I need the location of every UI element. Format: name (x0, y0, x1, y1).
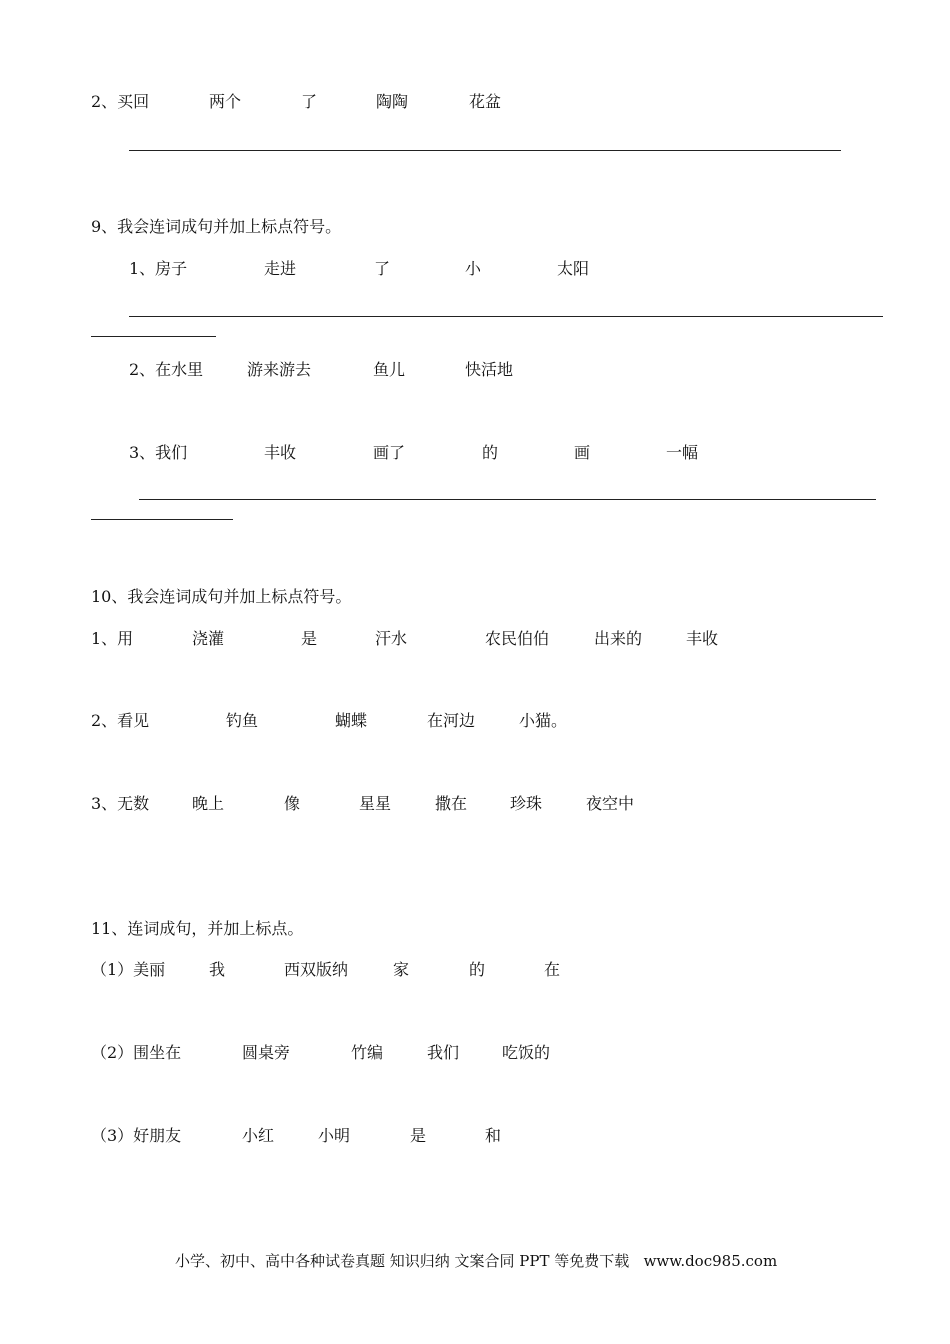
word: 汗水 (375, 629, 408, 648)
word: 了 (374, 259, 391, 278)
answer-line (91, 336, 216, 337)
word: 的 (482, 443, 499, 462)
word: 花盆 (469, 92, 502, 111)
word: 蝴蝶 (335, 711, 368, 730)
q9-item2-num: 2、在水里 (129, 360, 204, 379)
word: 了 (301, 92, 318, 111)
word: 出来的 (594, 629, 643, 648)
q10-item1-num: 1、用 (91, 629, 134, 648)
q11-item3-num: （3）好朋友 (91, 1126, 182, 1145)
q11-item1-num: （1）美丽 (91, 960, 166, 979)
word: 快活地 (465, 360, 514, 379)
word: 在河边 (427, 711, 476, 730)
word: 一幅 (666, 443, 699, 462)
q9-item3-num: 3、我们 (129, 443, 188, 462)
word: 是 (301, 629, 318, 648)
answer-line (91, 519, 233, 520)
footer-url[interactable]: www.doc985.com (643, 1252, 778, 1270)
word: 钓鱼 (226, 711, 259, 730)
word: 丰收 (686, 629, 719, 648)
q11-item2-num: （2）围坐在 (91, 1043, 182, 1062)
word: 我 (209, 960, 226, 979)
word: 画了 (373, 443, 406, 462)
word: 小红 (242, 1126, 275, 1145)
question-title: 10、我会连词成句并加上标点符号。 (91, 587, 352, 606)
word: 夜空中 (586, 794, 635, 813)
answer-line (139, 499, 876, 500)
question-title: 9、我会连词成句并加上标点符号。 (91, 217, 342, 236)
word: 的 (469, 960, 486, 979)
word: 西双版纳 (284, 960, 349, 979)
word: 吃饭的 (502, 1043, 551, 1062)
word: 星星 (359, 794, 392, 813)
word: 撒在 (435, 794, 468, 813)
footer-text: 小学、初中、高中各种试卷真题 知识归纳 文案合同 PPT 等免费下载 (175, 1252, 630, 1270)
word: 我们 (427, 1043, 460, 1062)
word: 浇灌 (192, 629, 225, 648)
word: 丰收 (264, 443, 297, 462)
word: 游来游去 (247, 360, 312, 379)
question-title: 11、连词成句，并加上标点。 (91, 919, 304, 938)
q9-item1-num: 1、房子 (129, 259, 188, 278)
footer (175, 1251, 777, 1271)
word: 小 (465, 259, 482, 278)
word: 竹编 (351, 1043, 384, 1062)
word: 农民伯伯 (485, 629, 550, 648)
answer-line (129, 316, 883, 317)
word: 家 (393, 960, 410, 979)
word: 晚上 (192, 794, 225, 813)
word: 陶陶 (376, 92, 409, 111)
word: 小猫。 (519, 711, 568, 730)
q10-item3-num: 3、无数 (91, 794, 150, 813)
q10-item2-num: 2、看见 (91, 711, 150, 730)
word: 珍珠 (510, 794, 543, 813)
word: 在 (544, 960, 561, 979)
word: 圆桌旁 (242, 1043, 291, 1062)
word: 走进 (264, 259, 297, 278)
word: 鱼儿 (373, 360, 406, 379)
word: 是 (410, 1126, 427, 1145)
word: 和 (485, 1126, 502, 1145)
word: 太阳 (557, 259, 590, 278)
answer-line (129, 150, 841, 151)
word: 两个 (209, 92, 242, 111)
word: 像 (284, 794, 301, 813)
word: 画 (574, 443, 591, 462)
word: 小明 (318, 1126, 351, 1145)
q8-item2-num: 2、买回 (91, 92, 150, 111)
